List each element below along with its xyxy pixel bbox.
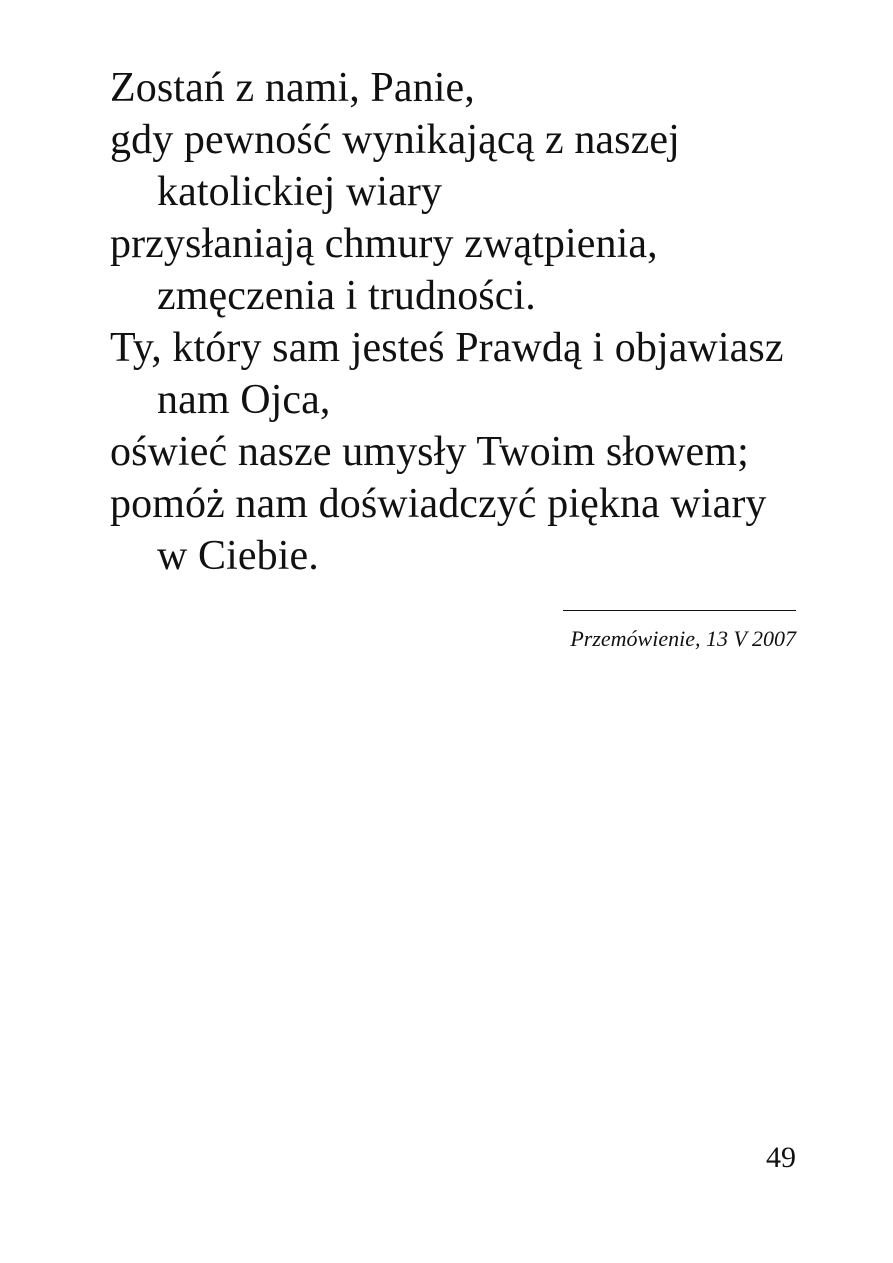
poem-line-2: gdy pewność wynikającą z naszej <box>110 117 680 163</box>
poem-line-10: w Ciebie. <box>157 533 319 579</box>
poem-line-5: zmęczenia i trudności. <box>157 273 536 319</box>
poem-line-1: Zostań z nami, Panie, <box>110 65 475 111</box>
source-divider <box>563 610 796 611</box>
poem-line-7: nam Ojca, <box>157 377 331 423</box>
poem-line-8: oświeć nasze umysły Twoim słowem; <box>110 429 749 475</box>
poem-line-9: pomóż nam doświadczyć piękna wiary <box>110 481 767 527</box>
source-citation: Przemówienie, 13 V 2007 <box>570 626 796 651</box>
poem-line-4: przysłaniają chmury zwątpienia, <box>110 221 658 267</box>
poem-line-6: Ty, który sam jesteś Prawdą i objawiasz <box>110 325 784 371</box>
prayer-text <box>110 62 810 582</box>
page-number: 49 <box>766 1141 796 1174</box>
poem-line-3: katolickiej wiary <box>157 169 443 215</box>
